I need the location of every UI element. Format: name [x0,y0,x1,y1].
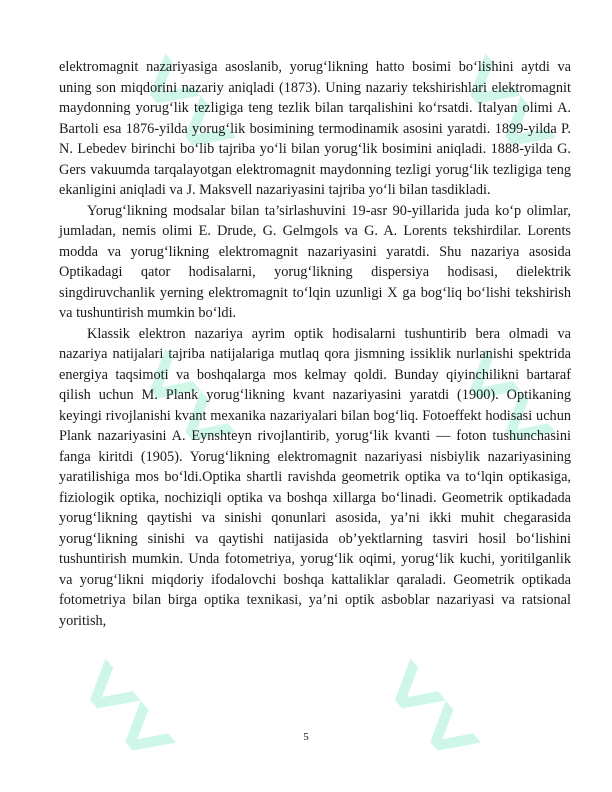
paragraph-1: elektromagnit nazariyasiga asoslanib, yorug‘likning hatto bosimi bo‘lishini aytdi va uning son miqdorini nazariy aniqladi (1873). Uning nazariy tekshirishlari elektromagnit maydonning yorug‘lik tezligiga teng tezlik bilan tarqalishini ko‘rsatdi. Italyan olimi A. Bartoli esa 1876-yilda yorug‘lik bosimining termodinamik asosini yaratdi. 1899-yilda P. N. Lebedev birinchi bo‘lib tajriba yo‘li bilan yorug‘lik bosimini aniqladi. 1888-yilda G. Gers vakuumda tarqalayotgan elektromagnit maydonning tezligi yorug‘lik tezligiga teng ekanligini aniqladi va J. Maksvell nazariyasini tajriba yo‘li bilan tasdikladi. [59,59,571,198]
watermark-glyph-6 [381,658,481,767]
watermark-glyph-5 [76,658,176,767]
page-content [59,57,571,631]
page-number: 5 [303,731,309,743]
paragraph-2: Yorug‘likning modsalar bilan ta’sirlashuvini 19-asr 90-yillarida juda ko‘p olimlar, jumladan, nemis olimi E. Drude, G. Gelmgols va G. A. Lorents tekshirdilar. Lorents modda va yorug‘likning elektromagnit nazariyasini yaratdi. Shu nazariya asosida Optikadagi qator hodisalarni, yorug‘likning dispersiya hodisasi, dielektrik singdiruvchanlik yerning elektromagnit to‘lqin uzunligi X ga bog‘liq bo‘lishi tekshirish va tushuntirish mumkin bo‘ldi. [59,202,571,321]
paragraph-3: Klassik elektron nazariya ayrim optik hodisalarni tushuntirib bera olmadi va nazariya natijalari tajriba natijalariga mutlaq qora jismning issiklik nurlanishi spektrida energiya taqsimoti va boshqalarga mos kelmay qoldi. Bunday qiyinchilikni bartaraf qilish uchun M. Plank yorug‘likning kvant nazariyasini yaratdi (1900). Optikaning keyingi rivojlanishi kvant mexanika nazariyalari bilan bog‘liq. Fotoeffekt hodisasi uchun Plank nazariyasini A. Eynshteyn rivojlantirib, yorug‘lik kvanti — foton tushunchasini fanga kiritdi (1905). Yorug‘likning elektromagnit nazariyasi nisbiylik nazariyasining yaratilishiga mos bo‘ldi.Optika shartli ravishda geometrik optika va to‘lqin optikasiga, fiziologik optika, nochiziqli optika va boshqa xillarga bo‘linadi. Geometrik optikadada yorug‘likning qaytishi va sinishi qonunlari asosida, ya’ni ikki muhit chegarasida yorug‘likning sinishi va qaytishi natijasida ob’yektlarning tasviri hosil bo‘lishini tushuntirish mumkin. Unda fotometriya, yorug‘lik oqimi, yorug‘lik kuchi, yoritilganlik va yorug‘likni miqdoriy ifodalovchi boshqa kattaliklar qaraladi. Geometrik optikada fotometriya bilan birga optika texnikasi, ya’ni optik asboblar nazariyasi va ratsional yoritish, [59,325,571,629]
